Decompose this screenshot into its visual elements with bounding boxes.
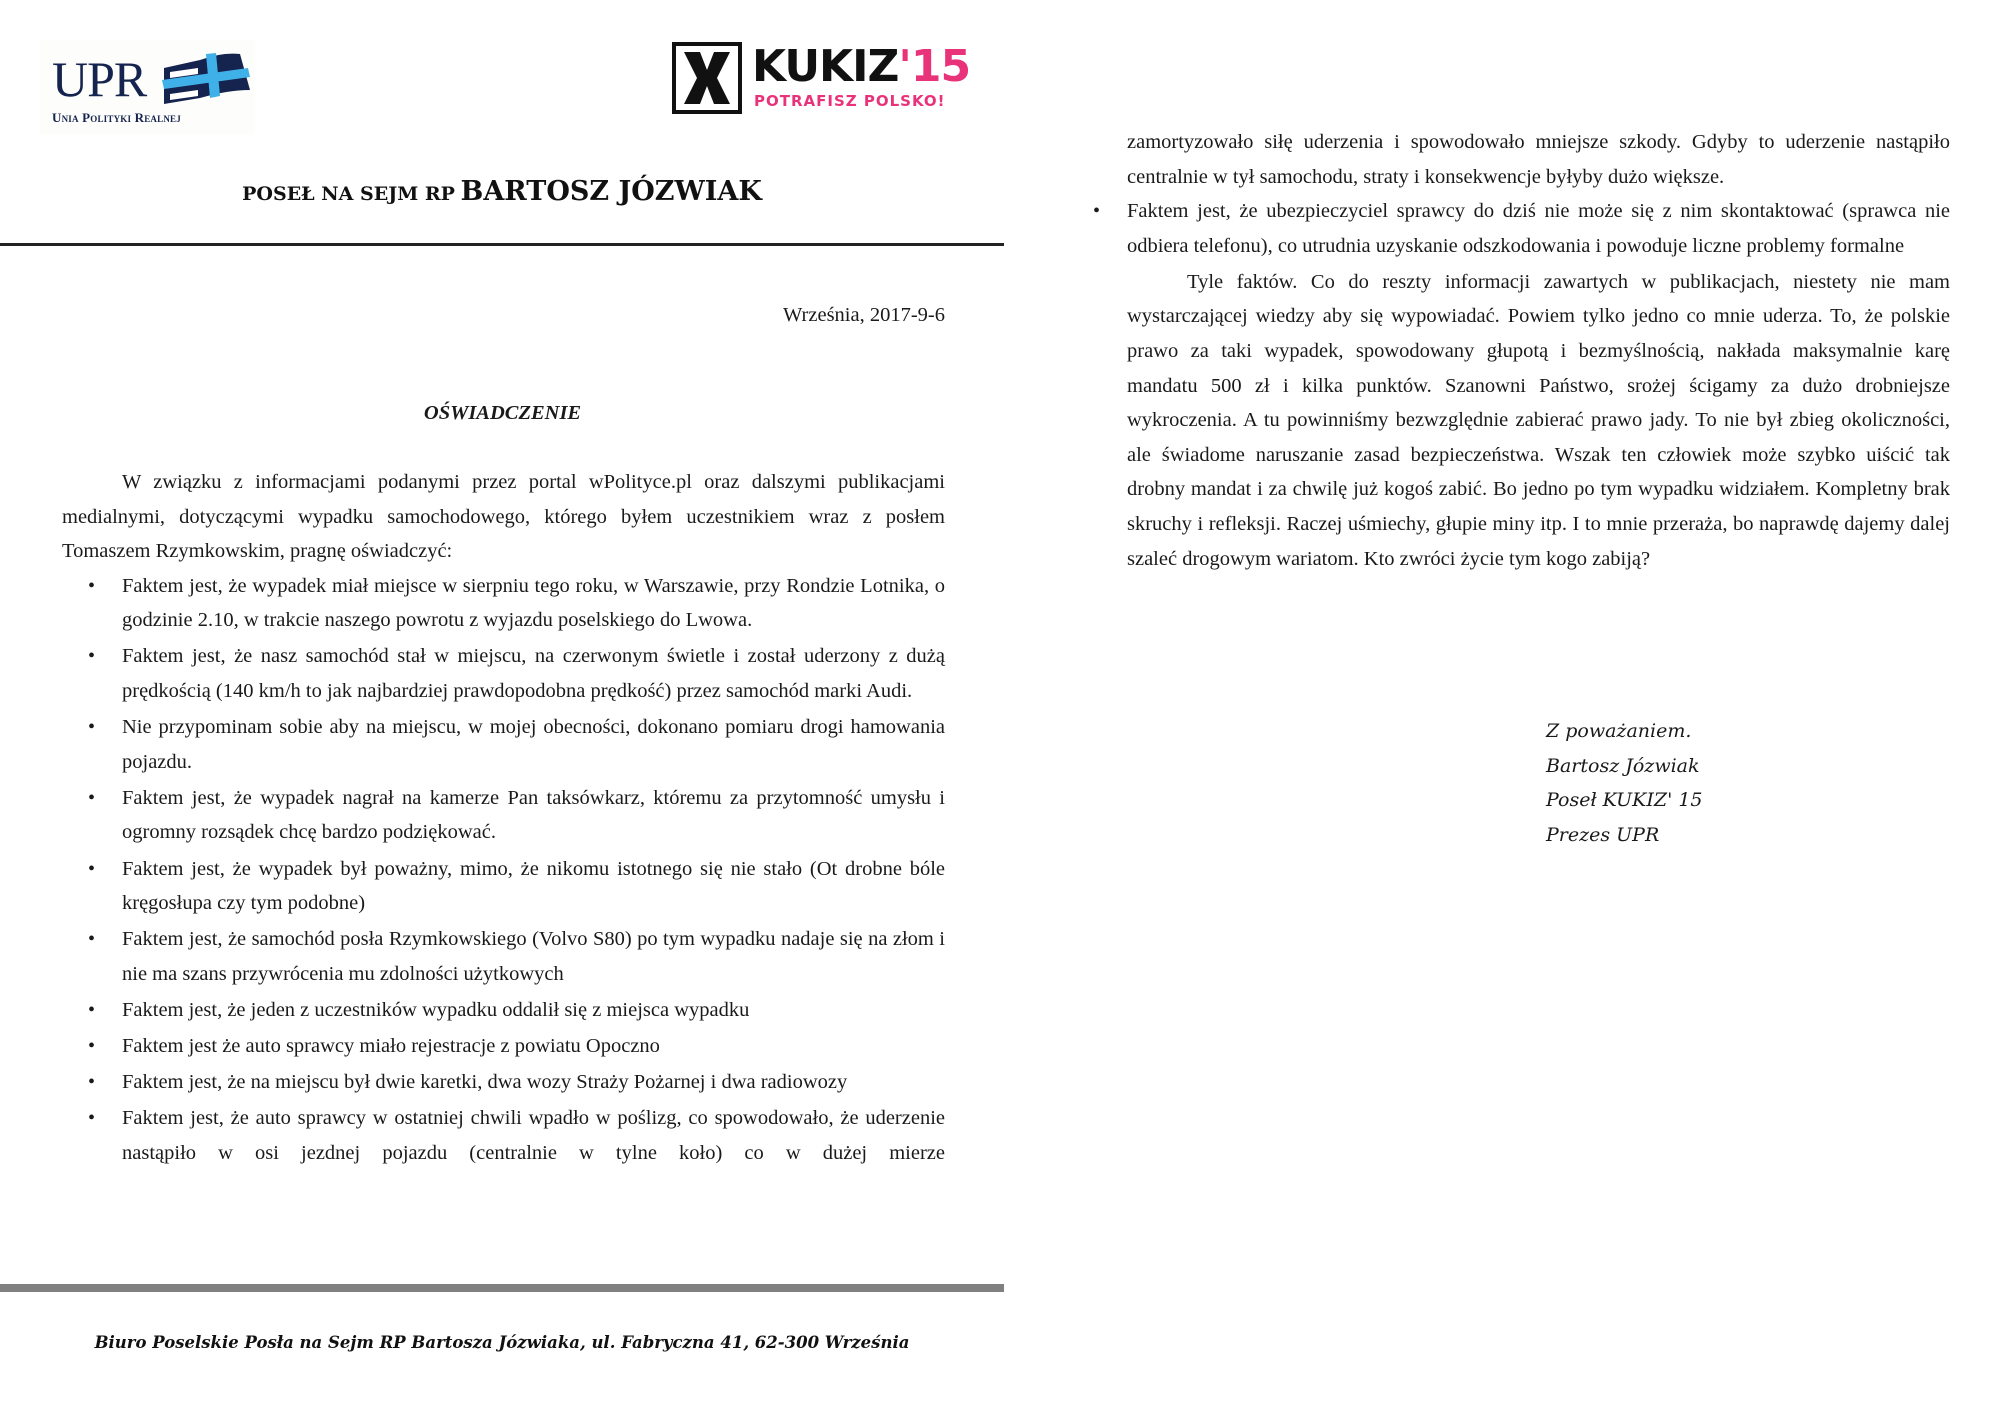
signature-role: Poseł KUKIZ' 15 <box>1546 789 1703 812</box>
upr-logo-subtitle: Unia Polityki Realnej <box>52 110 181 125</box>
kukiz-slogan: POTRAFISZ POLSKO! <box>754 92 946 110</box>
bullet-icon: • <box>1093 200 1101 223</box>
fact-text: Faktem jest, że nasz samochód stał w miejscu, na czerwonym świetle i został uderzony z dużą prędkością (140 km/h to jak najbardziej prawdopodobna prędkość) przez samochód marki Audi. <box>122 645 945 703</box>
facts-list-continued <box>1067 194 1950 263</box>
kukiz-k-icon <box>672 42 742 114</box>
list-item <box>1067 194 1950 263</box>
document-date: Września, 2017-9-6 <box>783 304 945 326</box>
statement-title: OŚWIADCZENIE <box>423 402 582 424</box>
signature-name: Bartosz Józwiak <box>1546 754 1700 777</box>
title-prefix: POSEŁ NA SEJM RP <box>242 183 455 205</box>
header-divider <box>0 243 1004 246</box>
list-item <box>62 1101 945 1170</box>
list-item <box>62 922 945 991</box>
kukiz-word: KUKIZ <box>752 41 899 92</box>
fact-text: Faktem jest, że samochód posła Rzymkowskiego (Volvo S80) po tym wypadku nadaje się na złom i nie ma szans przywrócenia mu zdolności użytkowych <box>122 928 945 985</box>
list-item <box>62 781 945 850</box>
list-item <box>62 993 945 1028</box>
signature-greeting: Z poważaniem. <box>1546 720 1692 742</box>
page-title <box>0 176 1004 207</box>
title-name: BARTOSZ JÓZWIAK <box>460 176 762 207</box>
fact-text: Faktem jest, że wypadek nagrał na kamerze Pan taksówkarz, któremu za przytomność umysłu i ogromny rozsądek chcę bardzo podziękować. <box>122 786 945 844</box>
fact-text: Faktem jest, że jeden z uczestników wypadku oddalił się z miejsca wypadku <box>122 998 750 1021</box>
bullet-icon: • <box>88 786 96 809</box>
list-item <box>62 569 945 638</box>
list-item <box>62 639 945 708</box>
intro-paragraph: W związku z informacjami podanymi przez portal wPolityce.pl oraz dalszymi publikacjami medialnymi, dotyczącymi wypadku samochodowego, którego byłem uczestnikiem wraz z posłem Tomaszem Rzymkowskim, pragnę oświadczyć: <box>62 471 945 563</box>
list-item <box>62 710 945 779</box>
facts-list <box>62 569 945 1171</box>
kukiz-logo <box>672 41 971 120</box>
signature-role: Prezes UPR <box>1546 823 1660 846</box>
fact-continuation: zamortyzowało siłę uderzenia i spowodowało mniejsze szkody. Gdyby to uderzenie nastąpiło centralnie w tył samochodu, straty i konsekwencje byłyby dużo większe. <box>1127 131 1950 188</box>
left-column <box>62 465 945 1172</box>
bullet-icon: • <box>88 716 96 739</box>
bullet-icon: • <box>88 645 96 668</box>
fact-text: Faktem jest, że na miejscu był dwie karetki, dwa wozy Straży Pożarnej i dwa radiowozy <box>122 1071 848 1094</box>
fact-text: Nie przypominam sobie aby na miejscu, w mojej obecności, dokonano pomiaru drogi hamowania pojazdu. <box>122 716 945 773</box>
upr-logo <box>40 40 255 135</box>
upr-logo-text: UPR <box>52 51 147 107</box>
kukiz-number: '15 <box>898 41 971 92</box>
footer-address: Biuro Poselskie Posła na Sejm RP Bartosza Józwiaka, ul. Fabryczna 41, 62-300 Września <box>94 1333 910 1352</box>
bullet-icon: • <box>88 1107 96 1130</box>
bullet-icon: • <box>88 1071 96 1094</box>
right-column <box>1093 125 1950 576</box>
upr-flag-icon <box>160 50 252 105</box>
bullet-icon: • <box>88 928 96 951</box>
closing-paragraph: Tyle faktów. Co do reszty informacji zawartych w publikacjach, niestety nie mam wystarczającej wiedzy aby się wypowiadać. Powiem tylko jedno co mnie uderza. To, że polskie prawo za taki wypadek, spowodowany głupotą i bezmyślnością, nakłada maksymalnie karę mandatu 500 zł i kilka punktów. Szanowni Państwo, srożej ścigamy za dużo drobniejsze wykroczenia. A tu powinniśmy bezwzględnie zabierać prawo jady. To nie był zbieg okoliczności, ale świadome naruszanie zasad bezpieczeństwa. Wszak ten człowiek może szybko uiścić tak drobny mandat i za chwilę już kogoś zabić. Bo jedno po tym wypadku widziałem. Kompletny brak skruchy i refleksji. Raczej uśmiechy, głupie miny itp. I to mnie przeraża, bo naprawdę dajemy dalej szaleć drogowym wariatom. Kto zwróci życie tym kogo zabiją? <box>1127 270 1950 570</box>
bullet-icon: • <box>88 1035 96 1057</box>
bullet-icon: • <box>88 574 96 597</box>
kukiz-logo-text <box>752 41 971 92</box>
fact-text: Faktem jest, że wypadek miał miejsce w sierpniu tego roku, w Warszawie, przy Rondzie Lotnika, o godzinie 2.10, w trakcie naszego powrotu z wyjazdu poselskiego do Lwowa. <box>122 574 945 632</box>
fact-text: Faktem jest, że wypadek był poważny, mimo, że nikomu istotnego się nie stało (Ot drobne bóle kręgosłupa czy tym podobne) <box>122 857 945 915</box>
bullet-icon: • <box>88 998 96 1021</box>
list-item <box>62 1029 945 1064</box>
footer-divider <box>0 1284 1004 1292</box>
bullet-icon: • <box>88 857 96 880</box>
fact-text: Faktem jest, że ubezpieczyciel sprawcy do dziś nie może się z nim skontaktować (sprawca nie odbiera telefonu), co utrudnia uzyskanie odszkodowania i powoduje liczne problemy formalne <box>1127 200 1950 257</box>
fact-text: Faktem jest, że auto sprawcy w ostatniej chwili wpadło w poślizg, co spowodowało, że uderzenie nastąpiło w osi jezdnej pojazdu (centralnie w tylne koło) co w dużej mierze <box>122 1107 945 1164</box>
list-item <box>62 1065 945 1100</box>
fact-text: Faktem jest że auto sprawcy miało rejestracje z powiatu Opoczno <box>122 1035 660 1057</box>
signature-block <box>1546 714 1703 852</box>
list-item <box>62 852 945 921</box>
